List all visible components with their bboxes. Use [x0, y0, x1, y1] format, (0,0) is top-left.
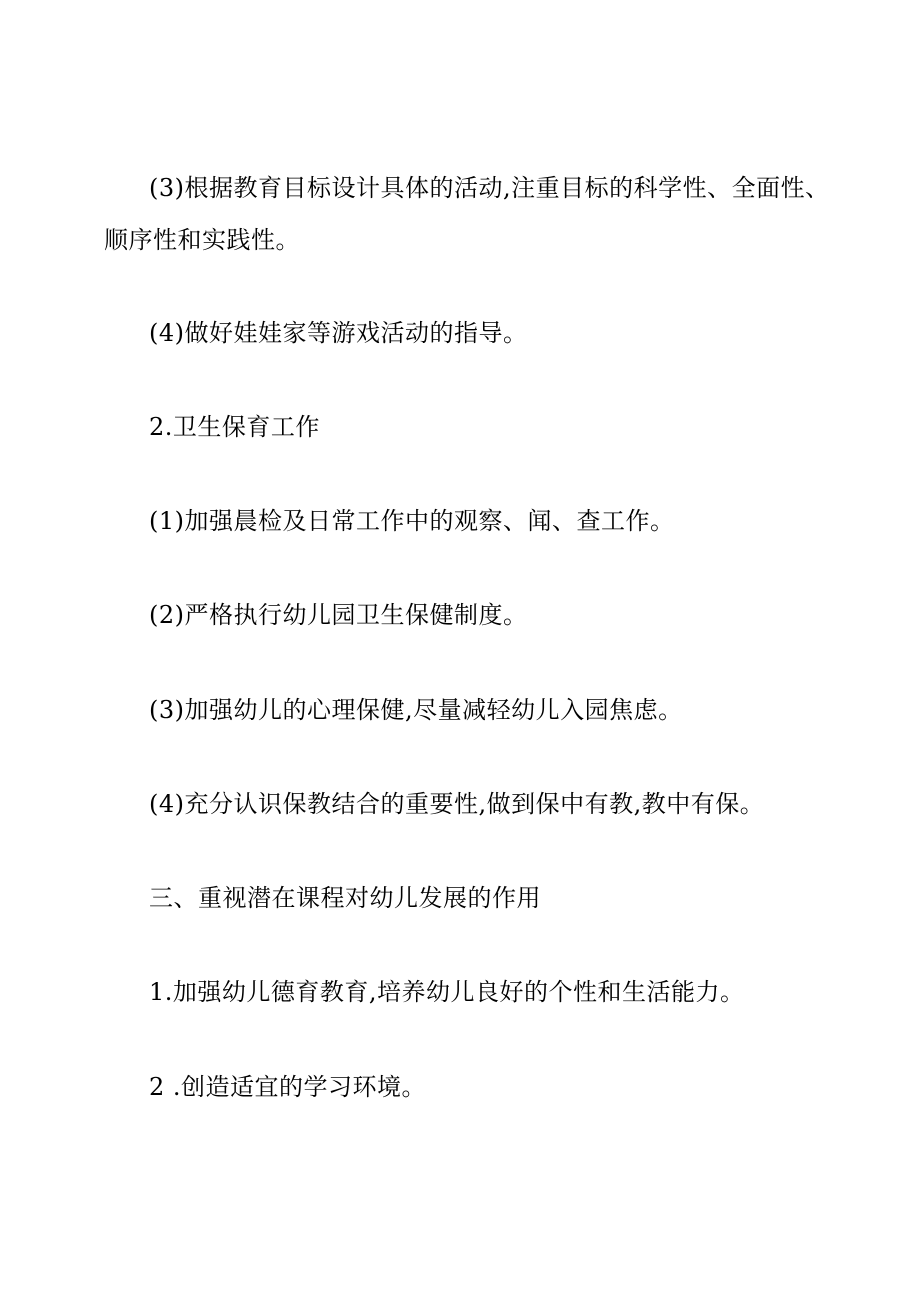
paragraph-8: 2 .创造适宜的学习环境。: [149, 1073, 427, 1101]
paragraph-1-line-2: 顺序性和实践性。: [104, 226, 300, 254]
paragraph-3: (1)加强晨检及日常工作中的观察、闻、查工作。: [149, 507, 675, 535]
paragraph-6: (4)充分认识保教结合的重要性,做到保中有教,教中有保。: [149, 790, 765, 818]
section-heading-hygiene-care: 2.卫生保育工作: [149, 413, 320, 441]
section-heading-hidden-curriculum: 三、重视潜在课程对幼儿发展的作用: [149, 884, 541, 912]
paragraph-7: 1.加强幼儿德育教育,培养幼儿良好的个性和生活能力。: [149, 978, 745, 1006]
paragraph-1-line-1: (3)根据教育目标设计具体的活动,注重目标的科学性、全面性、: [149, 174, 830, 202]
paragraph-5: (3)加强幼儿的心理保健,尽量减轻幼儿入园焦虑。: [149, 696, 683, 724]
paragraph-4: (2)严格执行幼儿园卫生保健制度。: [149, 601, 528, 629]
paragraph-2: (4)做好娃娃家等游戏活动的指导。: [149, 319, 528, 347]
